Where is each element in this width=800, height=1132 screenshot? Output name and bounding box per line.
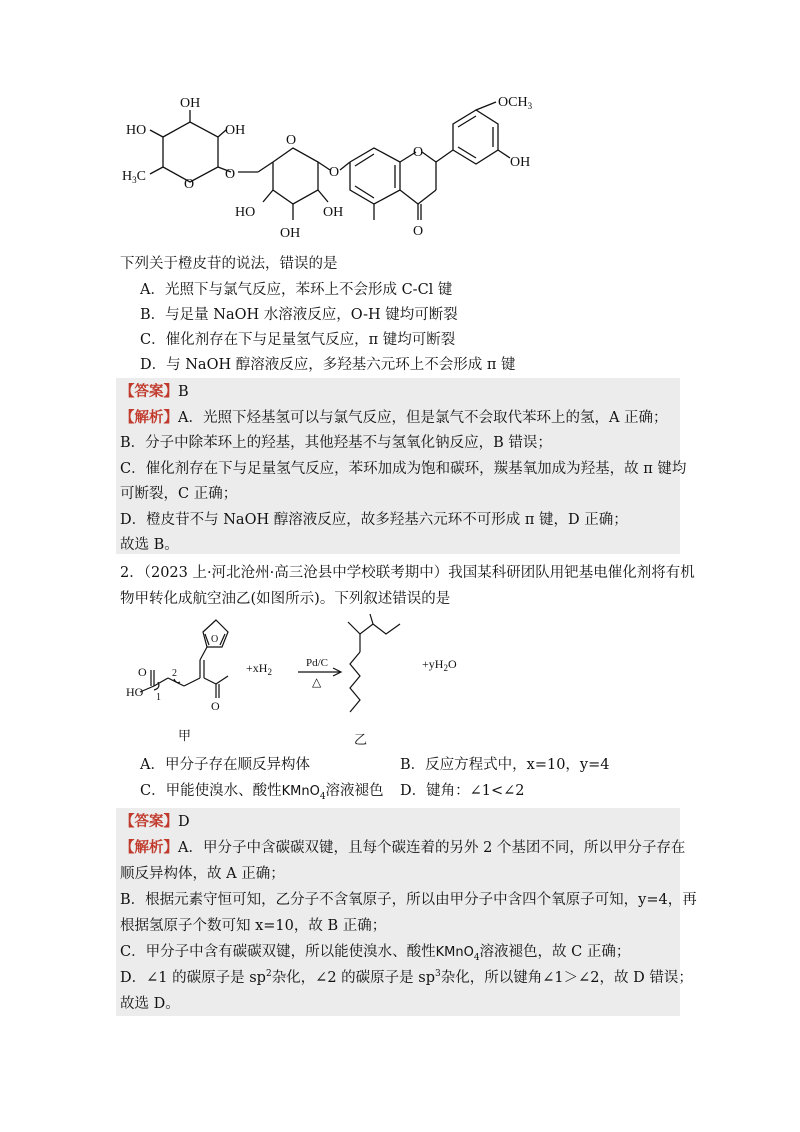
q2-stem-line-1: 2．（2023 上·河北沧州·高三沧县中学校联考期中）我国某科研团队用钯基电催化剂将有机: [120, 565, 695, 581]
q2-analysis-line-2: 顺反异构体，故 A 正确；: [120, 866, 285, 882]
q2-analysis-line-1: 【解析】A．甲分子中含碳碳双键，且每个碳连着的另外 2 个基团不同，所以甲分子存在: [120, 839, 686, 856]
label-o-chromane: O: [413, 145, 424, 160]
q1-analysis-line-2: B．分子中除苯环上的羟基，其他羟基不与氢氧化钠反应，B 错误；: [120, 435, 552, 451]
label-ho-bottom: HO: [235, 205, 256, 220]
q1-option-b: B．与足量 NaOH 水溶液反应，O-H 键均可断裂: [140, 307, 458, 323]
svg-text:+xH2: $+xH_2$: [246, 661, 272, 677]
svg-text:+yH2O: $+yH_2O$: [422, 657, 457, 673]
label-ho-left: HO: [126, 123, 147, 138]
q2-option-b: B．反应方程式中，x=10，y=4: [400, 757, 610, 773]
q2-reaction-scheme: [118, 612, 498, 748]
q2-analysis-line-4: 根据氢原子个数可知 x=10，故 B 正确；: [120, 918, 387, 934]
q1-analysis-line-4: 可断裂，C 正确；: [120, 486, 238, 502]
label-o-ketone: O: [211, 699, 220, 713]
label-oh-bottom-mid: OH: [280, 226, 301, 241]
label-o-ring1: O: [184, 177, 195, 192]
q2-answer: 【答案】D: [120, 813, 190, 830]
svg-text:H3C: $H_3C$: [122, 169, 146, 185]
label-angle-2: 2: [172, 668, 177, 679]
label-oh-aryl: OH: [510, 155, 531, 170]
q1-option-a: A．光照下与氯气反应，苯环上不会形成 C-Cl 键: [140, 282, 453, 298]
label-angle-1: 1: [156, 692, 161, 703]
q2-option-d: D．键角：∠1<∠2: [400, 783, 525, 799]
label-o-link: O: [329, 165, 340, 180]
q1-answer: 【答案】B: [120, 383, 189, 400]
label-o-glyco: O: [225, 167, 236, 182]
q2-analysis-line-3: B．根据元素守恒可知，乙分子不含氧原子，所以由甲分子中含四个氧原子可知，y=4，再: [120, 892, 697, 908]
label-oh-bottom2: OH: [323, 205, 344, 220]
label-ho: HO: [126, 685, 144, 699]
q2-option-a: A．甲分子存在顺反异构体: [140, 757, 310, 773]
q2-option-c: C．甲能使溴水、酸性KMnO$_4$溶液褪色: [140, 783, 384, 802]
label-o-ring2: O: [286, 133, 297, 148]
q1-stem: 下列关于橙皮苷的说法，错误的是: [120, 256, 338, 272]
label-yi: 乙: [354, 732, 368, 747]
q1-option-c: C．催化剂存在下与足量氢气反应，π 键均可断裂: [140, 332, 456, 348]
label-oh-right: OH: [225, 123, 246, 138]
label-o-furan: O: [211, 634, 219, 645]
q1-analysis-line-3: C．催化剂存在下与足量氢气反应，苯环加成为饱和碳环，羰基氧加成为羟基，故 π 键均: [120, 461, 687, 477]
svg-text:OCH3: $OCH_3$: [498, 95, 533, 111]
q1-analysis-line-1: 【解析】A．光照下烃基氢可以与氯气反应，但是氯气不会取代苯环上的氢，A 正确；: [120, 409, 668, 426]
hesperidin-structure: [118, 92, 558, 252]
q2-analysis-line-5: C．甲分子中含有碳碳双键，所以能使溴水、酸性KMnO$_4$溶液褪色，故 C 正确；: [120, 944, 631, 963]
q1-analysis-line-6: 故选 B。: [120, 537, 179, 553]
q1-analysis-line-5: D．橙皮苷不与 NaOH 醇溶液反应，故多羟基六元环不可形成 π 键，D 正确；: [120, 512, 628, 528]
label-jia: 甲: [178, 728, 192, 743]
label-catalyst: Pd/C: [306, 657, 329, 669]
label-o-ketone: O: [413, 224, 424, 239]
label-o-acid: O: [138, 665, 147, 679]
q2-stem-line-2: 物甲转化成航空油乙(如图所示)。下列叙述错误的是: [120, 591, 451, 607]
label-heat: △: [312, 675, 322, 689]
q2-analysis-line-7: 故选 D。: [120, 996, 180, 1012]
label-oh-top: OH: [180, 96, 201, 111]
q1-option-d: D．与 NaOH 醇溶液反应，多羟基六元环上不会形成 π 键: [140, 357, 516, 373]
q2-analysis-line-6: D．∠1 的碳原子是 $sp^2$杂化，∠2 的碳原子是 $sp^3$杂化，所以键角∠1＞∠2，故 D 错误；: [120, 969, 693, 986]
